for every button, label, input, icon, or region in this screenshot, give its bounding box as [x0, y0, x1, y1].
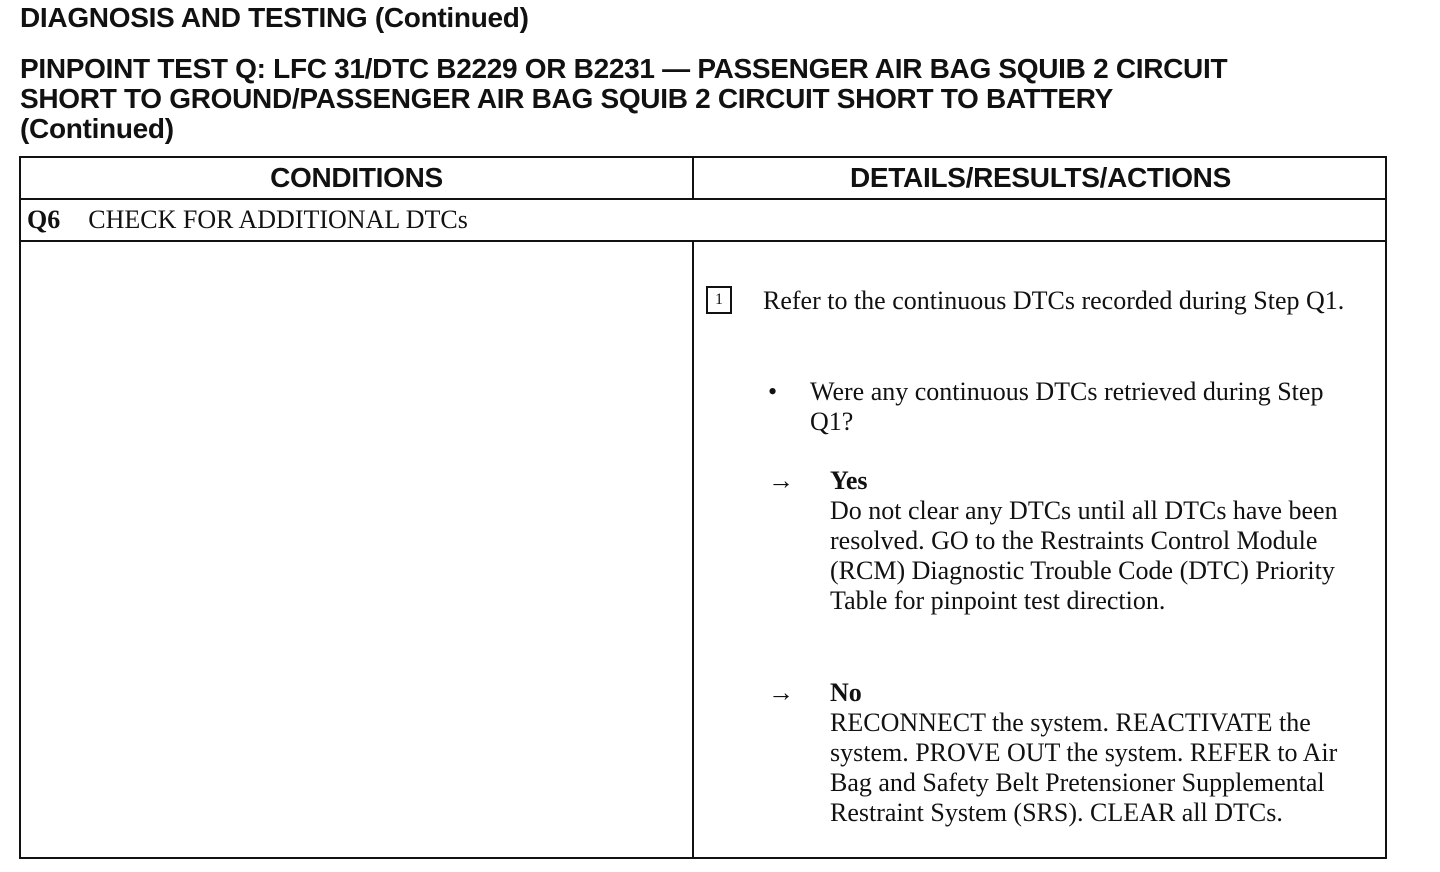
step-instruction: Refer to the continuous DTCs recorded during Step Q1.	[763, 286, 1345, 315]
step-question: Were any continuous DTCs retrieved during Step Q1?	[810, 377, 1324, 436]
yes-arrow-icon: →	[768, 466, 794, 495]
section-title: DIAGNOSIS AND TESTING (Continued)	[20, 2, 529, 33]
details-header: DETAILS/RESULTS/ACTIONS	[850, 162, 1231, 193]
pinpoint-test-title	[20, 54, 1420, 144]
bullet-icon: •	[768, 377, 778, 406]
yes-action: Do not clear any DTCs until all DTCs have been resolved. GO to the Restraints Control Module (RCM) Diagnostic Trouble Code (DTC) Priority Table for pinpoint test direction.	[830, 496, 1338, 615]
test-title-line-3: (Continued)	[20, 113, 174, 144]
step-number: Q6	[27, 205, 61, 234]
details-cell	[694, 242, 1387, 859]
no-action: RECONNECT the system. REACTIVATE the system. PROVE OUT the system. REFER to Air Bag and Safety Belt Pretensioner Supplemental Restraint System (SRS). CLEAR all DTCs.	[830, 708, 1338, 827]
header-divider	[692, 158, 694, 198]
test-title-line-1: PINPOINT TEST Q: LFC 31/DTC B2229 OR B2231 — PASSENGER AIR BAG SQUIB 2 CIRCUIT	[20, 53, 1228, 84]
no-arrow-icon: →	[768, 678, 794, 707]
pinpoint-test-table	[19, 156, 1387, 859]
no-label: No	[830, 678, 862, 707]
conditions-header: CONDITIONS	[270, 162, 443, 193]
step-title: CHECK FOR ADDITIONAL DTCs	[88, 205, 468, 234]
step-number-box: 1	[706, 286, 732, 314]
yes-result	[830, 466, 1380, 616]
test-title-line-2: SHORT TO GROUND/PASSENGER AIR BAG SQUIB 2 CIRCUIT SHORT TO BATTERY	[20, 83, 1114, 114]
yes-label: Yes	[830, 466, 868, 495]
step-row	[27, 200, 468, 240]
no-result	[830, 678, 1380, 828]
